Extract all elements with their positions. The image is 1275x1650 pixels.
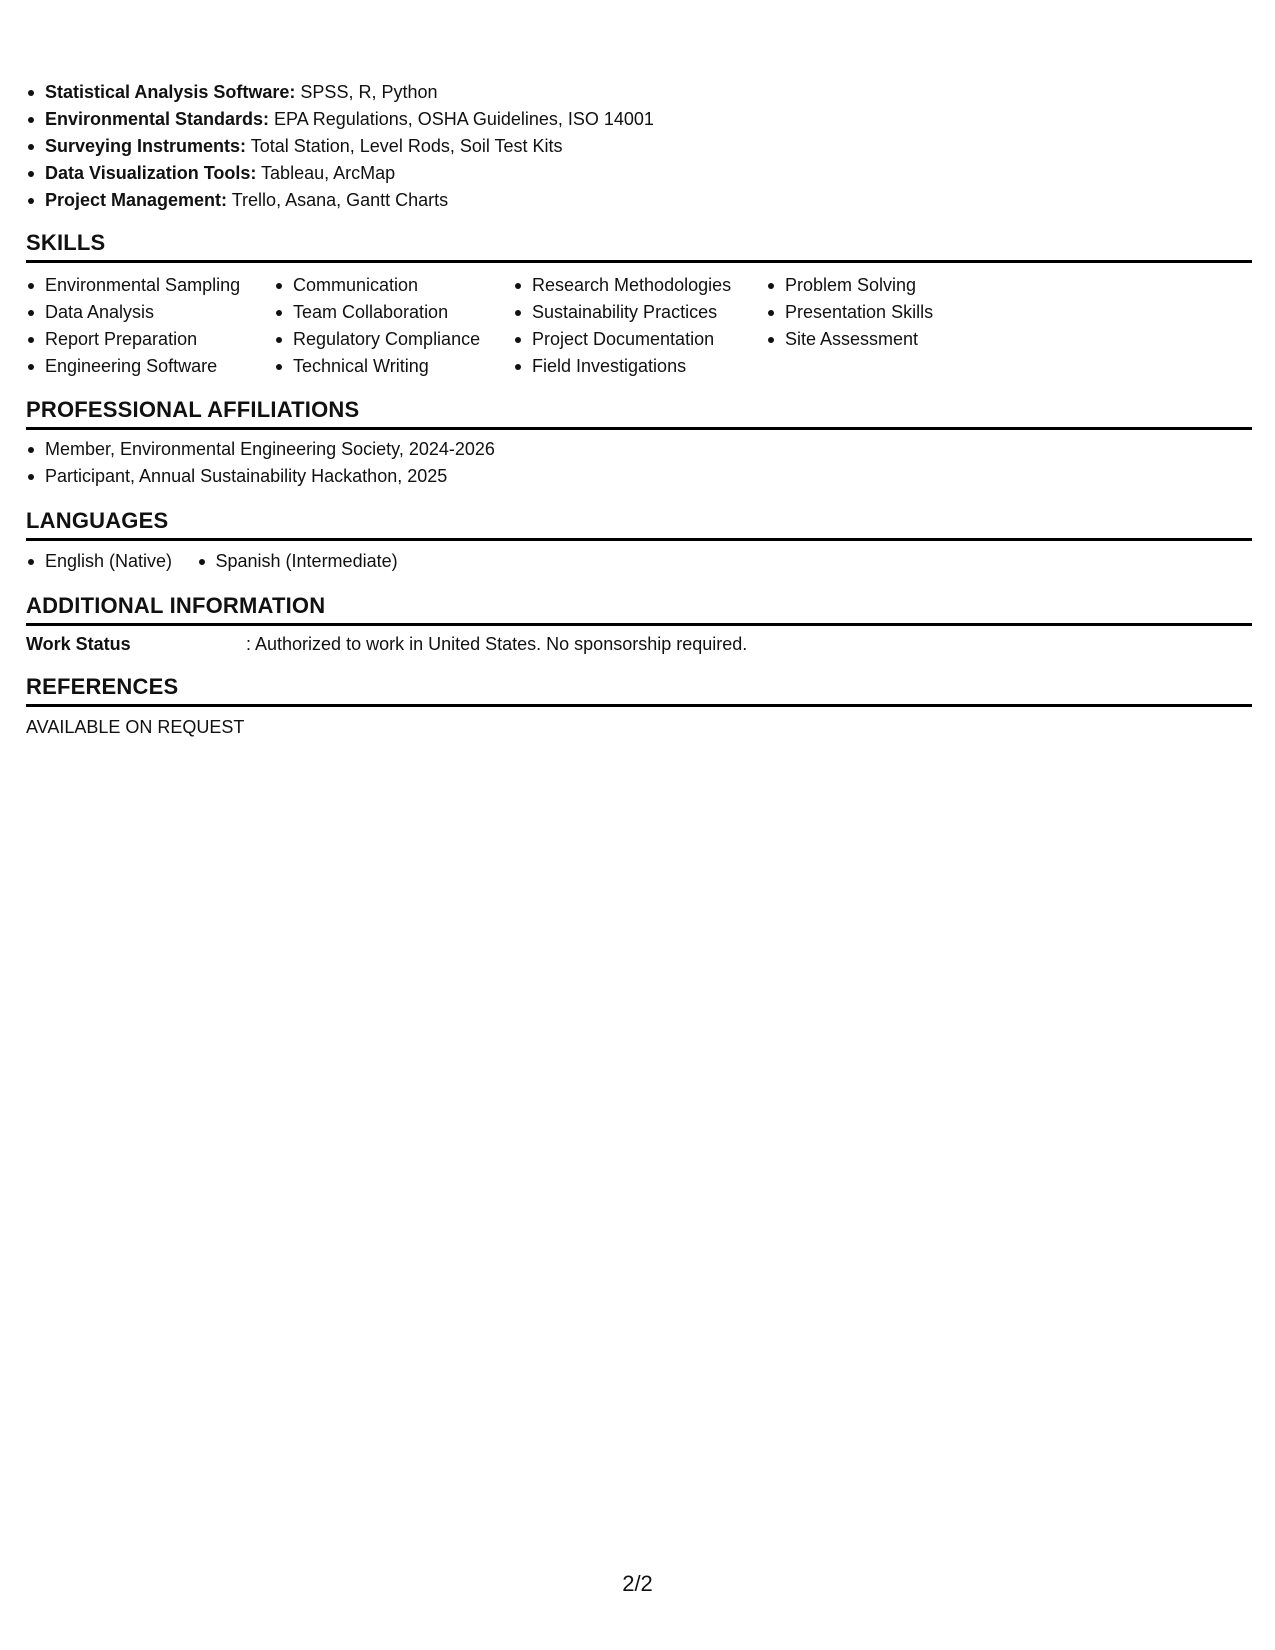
work-status-label: Work Status (26, 634, 131, 654)
language-item: Spanish (Intermediate) (197, 548, 398, 575)
skills-column (766, 272, 933, 353)
tool-value: Total Station, Level Rods, Soil Test Kits (246, 136, 563, 156)
references-heading: REFERENCES (26, 674, 1252, 707)
skills-column (274, 272, 480, 380)
references-text: AVAILABLE ON REQUEST (26, 717, 245, 737)
tool-value: Trello, Asana, Gantt Charts (227, 190, 449, 210)
tool-value: SPSS, R, Python (295, 82, 438, 102)
skill-item: Sustainability Practices (513, 299, 731, 326)
skill-item: Problem Solving (766, 272, 933, 299)
list-item (26, 79, 654, 106)
tool-label: Data Visualization Tools: (45, 163, 257, 183)
additional-info-heading: ADDITIONAL INFORMATION (26, 593, 1252, 626)
skills-column (513, 272, 731, 380)
skill-item: Report Preparation (26, 326, 240, 353)
list-item (26, 106, 654, 133)
languages-list (26, 548, 418, 575)
list-item (26, 133, 654, 160)
skill-item: Team Collaboration (274, 299, 480, 326)
skill-item: Field Investigations (513, 353, 731, 380)
skill-item: Communication (274, 272, 480, 299)
list-item (26, 187, 654, 214)
tool-label: Surveying Instruments: (45, 136, 247, 156)
skills-heading: SKILLS (26, 230, 1252, 263)
language-item: English (Native) (26, 548, 172, 575)
work-status-row (26, 631, 747, 657)
skill-item: Environmental Sampling (26, 272, 240, 299)
skill-item: Research Methodologies (513, 272, 731, 299)
skill-item: Site Assessment (766, 326, 933, 353)
tool-value: Tableau, ArcMap (256, 163, 396, 183)
skill-item: Technical Writing (274, 353, 480, 380)
languages-heading: LANGUAGES (26, 508, 1252, 541)
skill-item: Data Analysis (26, 299, 240, 326)
skill-item: Presentation Skills (766, 299, 933, 326)
skill-item: Engineering Software (26, 353, 240, 380)
tool-value: EPA Regulations, OSHA Guidelines, ISO 14001 (269, 109, 654, 129)
tool-label: Environmental Standards: (45, 109, 270, 129)
list-item: Member, Environmental Engineering Society, 2024-2026 (26, 436, 495, 463)
skill-item: Project Documentation (513, 326, 731, 353)
tools-list (26, 79, 654, 214)
affiliations-list (26, 436, 495, 490)
skill-item: Regulatory Compliance (274, 326, 480, 353)
list-item (26, 160, 654, 187)
skills-grid (26, 272, 1252, 382)
list-item: Participant, Annual Sustainability Hackathon, 2025 (26, 463, 495, 490)
tool-label: Project Management: (45, 190, 228, 210)
work-status-value: : Authorized to work in United States. No sponsorship required. (246, 634, 748, 654)
affiliations-heading: PROFESSIONAL AFFILIATIONS (26, 397, 1252, 430)
tool-label: Statistical Analysis Software: (45, 82, 296, 102)
skills-column (26, 272, 240, 380)
page-number: 2/2 (622, 1571, 653, 1596)
